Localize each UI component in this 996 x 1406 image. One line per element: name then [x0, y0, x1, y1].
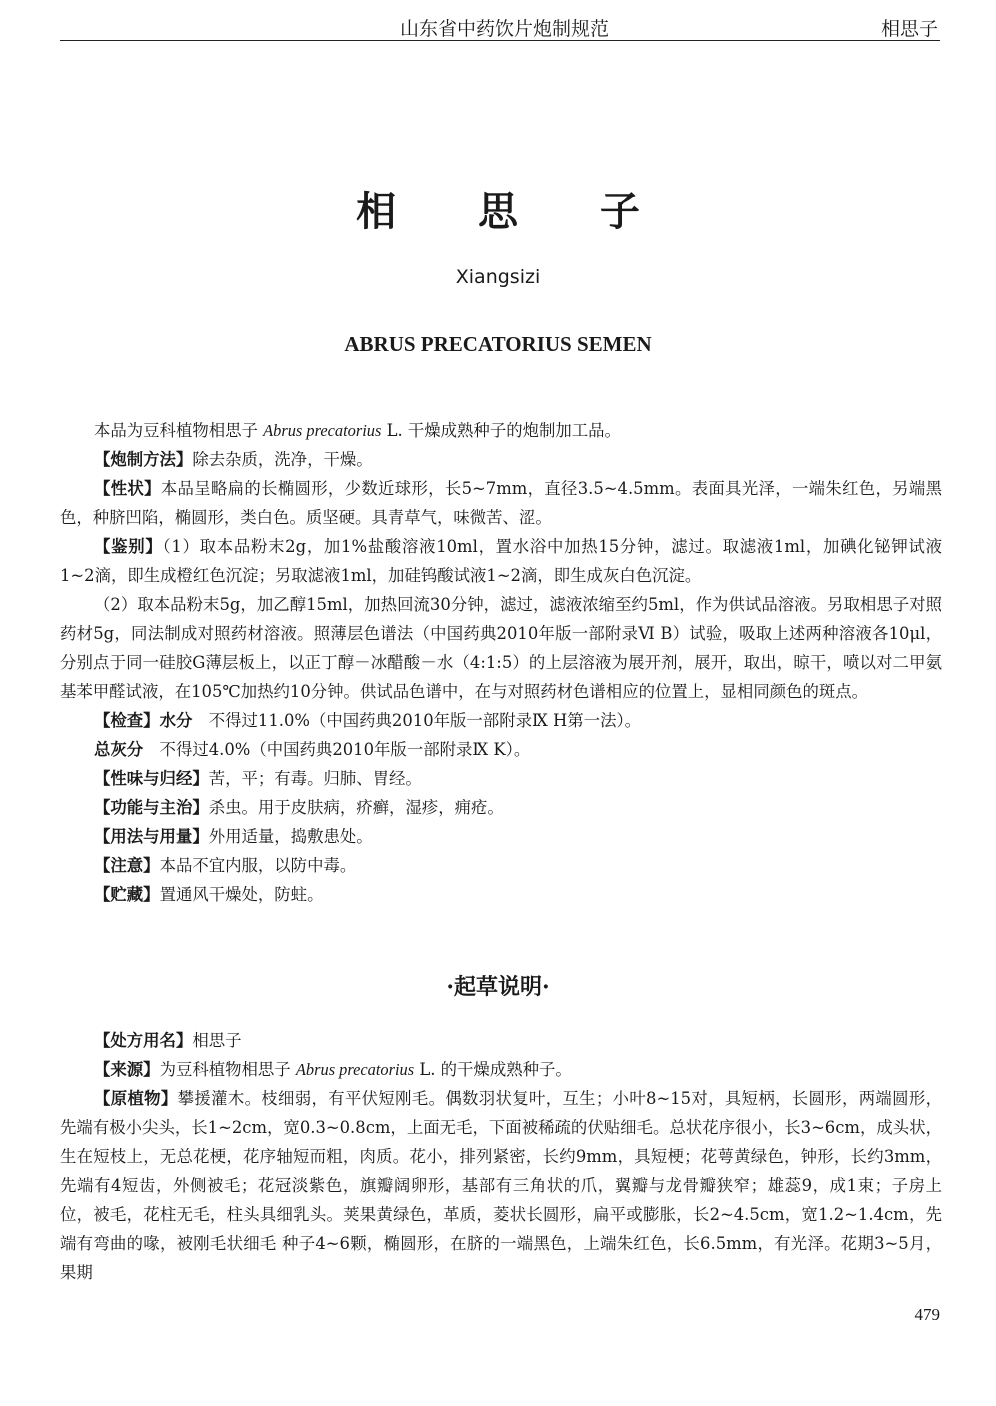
ash-line: 总灰分 不得过4.0%（中国药典2010年版一部附录Ⅸ K）。	[94, 740, 531, 759]
function-section: 【功能与主治】杀虫。用于皮肤病，疥癣，湿疹，痈疮。	[94, 798, 504, 817]
book-title: 山东省中药饮片炮制规范	[400, 18, 610, 40]
caution-section: 【注意】本品不宜内服，以防中毒。	[94, 856, 357, 875]
page-number: 479	[914, 1305, 940, 1324]
prescription-name-section: 【处方用名】相思子	[94, 1031, 242, 1050]
processing-section: 【炮制方法】除去杂质，洗净，干燥。	[94, 450, 373, 469]
source-section: 【来源】为豆科植物相思子 Abrus precatorius L. 的干燥成熟种子。	[94, 1060, 572, 1079]
pinyin-title: Xiangsizi	[455, 266, 541, 288]
latin-title: ABRUS PRECATORIUS SEMEN	[344, 332, 652, 356]
original-plant-section: 【原植物】攀援灌木。枝细弱，有平伏短刚毛。偶数羽状复叶，互生；小叶8~15对，具短柄，长圆形，两端圆形，先端有极小尖头，长1~2cm，宽0.3~0.8cm，上面无毛，下面被稀疏的伏贴细毛。总状花序很小，长3~6cm，成头状，生在短枝上，无总花梗，花序轴短而粗，肉质。花小，排列紧密，长约9mm，具短梗；花萼黄绿色，钟形，长约3mm，先端有4短齿，外侧被毛；花冠淡紫色，旗瓣阔卵形，基部有三角状的爪，翼瓣与龙骨瓣狭窄；雄蕊9，成1束；子房上位，被毛，花柱无毛，柱头具细乳头。荚果黄绿色，革质，菱状长圆形，扁平或膨胀，长2~4.5cm，宽1.2~1.4cm，先端有弯曲的喙，被刚毛状细毛 种子4~6颗，椭圆形，在脐的一端黑色，上端朱红色，长6.5mm，有光泽。花期3~5月，果期	[60, 1089, 943, 1282]
running-header	[60, 8, 940, 41]
nature-section: 【性味与归经】苦，平；有毒。归肺、胃经。	[94, 769, 422, 788]
latin-species: Abrus precatorius	[263, 421, 382, 440]
drafting-notes-title: ·起草说明·	[446, 974, 550, 1000]
drafting-notes-body	[60, 1026, 942, 1287]
monograph-body	[60, 416, 942, 909]
storage-section: 【贮藏】置通风干燥处，防蛀。	[94, 885, 324, 904]
identification-section: 【鉴别】（1）取本品粉末2g，加1%盐酸溶液10ml，置水浴中加热15分钟，滤过。取滤液1ml，加碘化铋钾试液1~2滴，即生成橙红色沉淀；另取滤液1ml，加硅钨酸试液1~2滴，即生成灰白色沉淀。	[60, 537, 943, 585]
usage-section: 【用法与用量】外用适量，捣敷患处。	[94, 827, 373, 846]
latin-species: Abrus precatorius	[295, 1060, 415, 1079]
intro-paragraph: 本品为豆科植物相思子 Abrus precatorius L. 干燥成熟种子的炮制加工品。	[94, 421, 621, 440]
identification-2: （2）取本品粉末5g，加乙醇15ml，加热回流30分钟，滤过，滤液浓缩至约5ml，作为供试品溶液。另取相思子对照药材5g，同法制成对照药材溶液。照薄层色谱法（中国药典2010年版一部附录Ⅵ B）试验，吸取上述两种溶液各10μl，分别点于同一硅胶G薄层板上，以正丁醇－冰醋酸－水（4:1:5）的上层溶液为展开剂，展开，取出，晾干，喷以对二甲氨基苯甲醛试液，在105℃加热约10分钟。供试品色谱中，在与对照药材色谱相应的位置上，显相同颜色的斑点。	[60, 595, 942, 701]
page-title: 相 思 子	[356, 188, 674, 235]
inspection-section: 【检查】水分 不得过11.0%（中国药典2010年版一部附录Ⅸ H第一法）。	[94, 711, 642, 730]
header-item-name: 相思子	[880, 18, 938, 40]
character-section: 【性状】本品呈略扁的长椭圆形，少数近球形，长5~7mm，直径3.5~4.5mm。表面具光泽，一端朱红色，另端黑色，种脐凹陷，椭圆形，类白色。质坚硬。具青草气，味微苦、涩。	[60, 479, 943, 527]
